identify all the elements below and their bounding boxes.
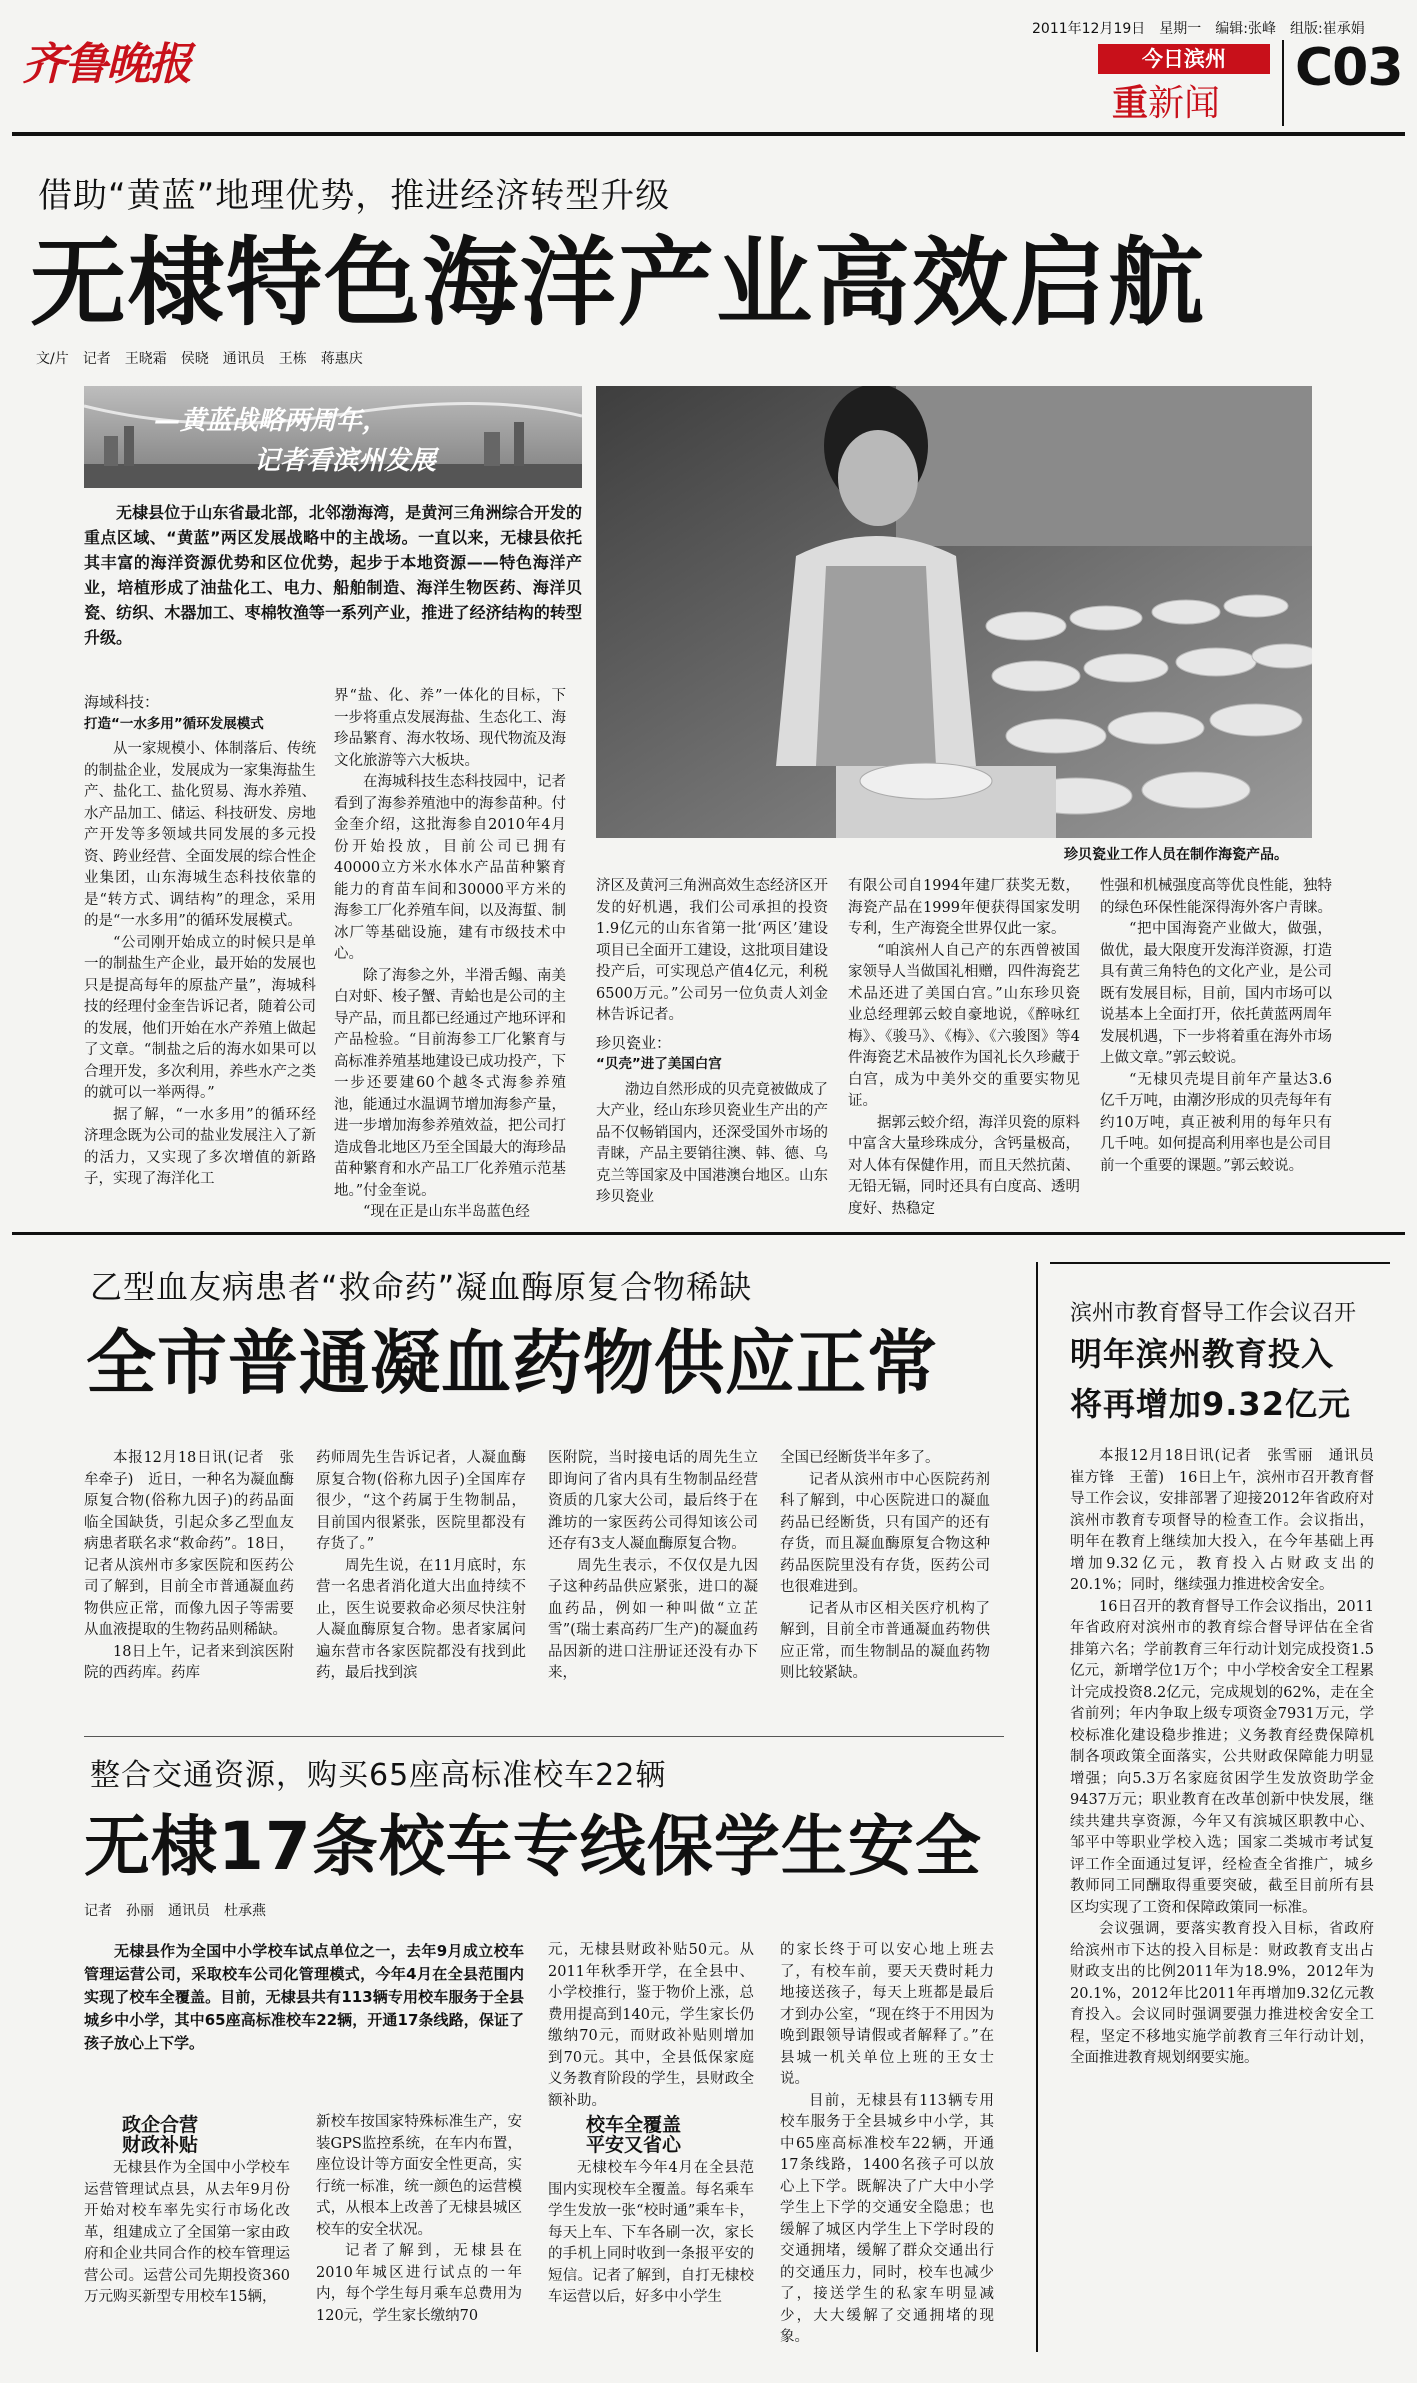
story1-col2 xyxy=(334,686,566,1224)
story4-c3: 元，无棣县财政补贴50元。从2011年秋季开学，在全县中、小学校推行，鉴于物价上涨，总费用提高到140元，学生家长仍缴纳70元，而财政补贴则增加到70元。其中，全县低保家庭义务教育阶段的学生，县财政全额补助。 xyxy=(548,1942,754,2109)
story2-c2p2: 周先生说，在11月底时，东营一名患者消化道大出血持续不止，医生说要救命必须尽快注射人凝血酶原复合物。患者家属问遍东营市各家医院都没有找到此药，最后找到滨 xyxy=(316,1557,526,1681)
story4-sub2: 校车全覆盖 xyxy=(586,2114,682,2136)
story1-c3p1: 济区及黄河三角洲高效生态经济区开发的好机遇，我们公司承担的投资1.9亿元的山东省第一批‘两区’建设项目已全面开工建设，这批项目建设投产后，可实现总产值4亿元，利税6500万元。”公司另一位负责人刘金林告诉记者。 xyxy=(596,878,828,1023)
banner-line2: 记者看滨州发展 xyxy=(254,446,437,476)
story1-col5 xyxy=(1100,876,1332,1177)
story1-c1p1: 从一家规模小、体制落后、传统的制盐企业，发展成为一家集海盐生产、盐化工、盐化贸易、海水养殖、水产品加工、储运、科技研发、房地产开发等多领域共同发展的多元投资、跨业经营、全面发展的综合性企业集团，山东海城生态科技依靠的是“转方式、调结构”的理念，采用的是“一水多用”的循环发展模式。 xyxy=(84,741,316,929)
story1-c1p3: 据了解，“一水多用”的循环经济理念既为公司的盐业发展注入了新的活力，又实现了多次增值的新路子，实现了海洋化工 xyxy=(84,1106,316,1187)
masthead-logo: 齐鲁晚报 xyxy=(22,39,190,90)
story4-lead-text: 无棣县作为全国中小学校车试点单位之一，去年9月成立校车管理运营公司，采取校车公司化管理模式，今年4月在全县范围内实现了校车全覆盖。目前，无棣县共有113辆专用校车服务于全县城乡中小学，其中65座高标准校车22辆，开通17条线路，保证了孩子放心上下学。 xyxy=(84,1942,524,2052)
story4-col1 xyxy=(84,2112,290,2309)
story1-c1p2: “公司刚开始成立的时候只是单一的制盐生产企业，最开始的发展也只是提高每年的原盐产量”，海城科技的经理付金奎告诉记者，随着公司的发展，他们开始在水产养殖上做起了文章。“制盐之后的海水如果可以合理开发，多次利用，养些水产之类的就可以一举两得。” xyxy=(84,934,316,1101)
story1-c4p2: “咱滨州人自己产的东西曾被国家领导人当做国礼相赠，四件海瓷艺术品还进了美国白宫。”山东珍贝瓷业总经理郭云蛟自豪地说，《醉咏红梅》、《骏马》、《梅》、《六骏图》等4件海瓷艺术品被作为国礼长久珍藏于白宫，成为中美外交的重要实物见证。 xyxy=(848,942,1080,1109)
story3-p2: 16日召开的教育督导工作会议指出，2011年省政府对滨州市的教育综合督导评估在全省排第六名；学前教育三年行动计划完成投资1.5亿元，新增学位1万个；中小学校舍安全工程累计完成投资8.2亿元，完成规划的62%，走在全省前列；年内争取上级专项资金7931万元，学校标准化建设稳步推进；义务教育经费保障机制各项政策全面落实，公共财政保障能力明显增强；向5.3万名家庭贫困学生发放资助学金9437万元；职业教育在改革创新中快发展，继续共建共享资源，今年又有滨城区职教中心、邹平中等职业学校入选；国家二类城市考试复评工作全面通过复评，经检查全省推广，城乡教师同工同酬取得重要突破，截至目前所有县区均实现了工资和保障政策同一标准。 xyxy=(1070,1598,1374,1916)
story1-banner xyxy=(84,386,582,488)
story1-col1 xyxy=(84,686,316,1191)
section-label-red: 重 xyxy=(1112,83,1149,124)
masthead-meta: 2011年12月19日 星期一 编辑:张峰 组版:崔承娟 xyxy=(1032,21,1365,37)
story1-c5p1: 性强和机械强度高等优良性能，独特的绿色环保性能深得海外客户青睐。 xyxy=(1100,878,1332,916)
story4-c1: 无棣县作为全国中小学校车运营管理试点县，从去年9月份开始对校车率先实行市场化改革，组建成立了全国第一家由政府和企业共同合作的校车管理运营公司。运营公司先期投资360万元购买新型专用校车15辆， xyxy=(84,2160,290,2305)
story4-headline: 无棣17条校车专线保学生安全 xyxy=(84,1808,982,1885)
story4-c2p2: 记者了解到，无棣县在2010年城区进行试点的一年内，每个学生每月乘车总费用为120元，学生家长缴纳70 xyxy=(316,2243,522,2324)
story2-col3 xyxy=(548,1448,758,1685)
story2-col2 xyxy=(316,1448,526,1685)
story1-sub2: 珍贝瓷业： xyxy=(596,1033,672,1052)
story2-c4: 全国已经断货半年多了。 xyxy=(780,1450,940,1466)
section-label-news: 新闻 xyxy=(1148,83,1221,124)
section-label xyxy=(1112,84,1220,124)
story1-sub2b: “贝壳”进了美国白宫 xyxy=(596,1056,722,1072)
photo-caption: 珍贝瓷业工作人员在制作海瓷产品。 xyxy=(1064,847,1288,863)
story3-p1: 本报12月18日讯(记者 张雪丽 通讯员 崔方锋 王蕾) 16日上午，滨州市召开教育督导工作会议，安排部署了迎接2012年省政府对滨州市教育专项督导的检查工作。会议指出，明年在教育上继续加大投入，在今年基础上再增加9.32亿元，教育投入占财政支出的20.1%；同时，继续强力推进校舍安全。 xyxy=(1070,1448,1389,1593)
story4-sub1b: 财政补贴 xyxy=(122,2134,199,2156)
story1-sub1b: 打造“一水多用”循环发展模式 xyxy=(84,715,264,732)
banner-line1: —黄蓝战略两周年， xyxy=(154,406,389,436)
story1-headline: 无棣特色海洋产业高效启航 xyxy=(30,227,1206,339)
story1-c2p3: 除了海参之外，半滑舌鳎、南美白对虾、梭子蟹、青蛤也是公司的主导产品，而且都已经通过产地环评和产品检验。“目前海参工厂化繁育与高标准养殖基地建设已成功投产，下一步还要建60个越冬式海参养殖池，能通过水温调节增加海参产量，进一步增加海参养殖效益，把公司打造成鲁北地区乃至全国最大的海珍品苗种繁育和水产品工厂化养殖示范基地。”付金奎说。 xyxy=(334,967,566,1199)
story2-c3: 医附院，当时接电话的周先生立即询问了省内具有生物制品经营资质的几家大公司，最后终于在潍坊的一家医药公司得知该公司还存有3支人凝血酶原复合物。 xyxy=(548,1450,758,1552)
story4-c2: 新校车按国家特殊标准生产，安装GPS监控系统，在车内布置，座位设计等方面安全性更高，实行统一标准，统一颜色的运营模式，从根本上改善了无棣县城区校车的安全状况。 xyxy=(316,2114,522,2238)
story1-lead-text: 无棣县位于山东省最北部，北邻渤海湾，是黄河三角洲综合开发的重点区域、“黄蓝”两区发展战略中的主战场。一直以来，无棣县依托其丰富的海洋资源优势和区位优势，起步于本地资源——特色海洋产业，培植形成了油盐化工、电力、船舶制造、海洋生物医药、海洋贝瓷、纺织、木器加工、枣棉牧渔等一系列产业，推进了经济结构的转型升级。 xyxy=(84,503,582,647)
story1-kicker: 借助“黄蓝”地理优势，推进经济转型升级 xyxy=(38,176,671,216)
story1-c2p4: “现在正是山东半岛蓝色经 xyxy=(363,1204,530,1220)
story4-lead xyxy=(84,1940,524,2055)
story4-col3 xyxy=(548,1940,754,2309)
story1-sub1: 海域科技： xyxy=(84,693,160,711)
page-number: C03 xyxy=(1295,38,1403,98)
story2-headline: 全市普通凝血药物供应正常 xyxy=(86,1322,938,1404)
story1-col3 xyxy=(596,876,828,1209)
story2-col1 xyxy=(84,1448,294,1685)
story1-photo xyxy=(596,386,1312,838)
story3-headline1: 明年滨州教育投入 xyxy=(1070,1335,1335,1373)
story3-kicker: 滨州市教育督导工作会议召开 xyxy=(1070,1301,1357,1326)
story1-c4p1: 有限公司自1994年建厂获奖无数，海瓷产品在1999年便获得国家发明专利，生产海瓷全世界仅此一家。 xyxy=(848,878,1080,937)
story1-c3p2: 渤边自然形成的贝壳竟被做成了大产业，经山东珍贝瓷业生产出的产品不仅畅销国内，还深受国外市场的青睐，产品主要销往澳、韩、德、乌克兰等国家及中国港澳台地区。山东珍贝瓷业 xyxy=(596,1081,828,1205)
story4-col2 xyxy=(316,2112,522,2327)
story1-col4 xyxy=(848,876,1080,1220)
story4-col4 xyxy=(780,1940,994,2349)
story2-c4p2: 记者从滨州市中心医院药剂科了解到，中心医院进口的凝血药品已经断货，只有国产的还有存货，而且凝血酶原复合物这种药品医院里没有存货，医药公司也很难进到。 xyxy=(780,1471,990,1595)
story3-body xyxy=(1070,1446,1389,2070)
section-tag: 今日滨州 xyxy=(1098,44,1270,74)
story1-c4p3: 据郭云蛟介绍，海洋贝瓷的原料中富含大量珍珠成分，含钙量极高，对人体有保健作用，而且天然抗菌、无铅无镉，同时还具有白度高、透明度好、热稳定 xyxy=(848,1114,1080,1217)
story1-c2p1: 界“盐、化、养”一体化的目标，下一步将重点发展海盐、生态化工、海珍品繁育、海水牧场、现代物流及海文化旅游等六大板块。 xyxy=(334,688,566,769)
story1-c5p3: “无棣贝壳堤目前年产量达3.6亿千万吨，由潮汐形成的贝壳每年有约10万吨，真正被利用的每年只有几千吨。如何提高利用率也是公司目前一个重要的课题。”郭云蛟说。 xyxy=(1100,1071,1332,1174)
story4-kicker: 整合交通资源，购买65座高标准校车22辆 xyxy=(90,1758,667,1793)
story2-c2: 药师周先生告诉记者，人凝血酶原复合物(俗称九因子)全国库存很少，“这个药属于生物制品，目前国内很紧张，医院里都没有存货了。” xyxy=(316,1450,526,1552)
story4-c4p2: 目前，无棣县有113辆专用校车服务于全县城乡中小学，其中65座高标准校车22辆，开通17条线路，1400名孩子可以放心上下学。既解决了广大中小学学生上下学的交通安全隐患；也缓解了城区内学生上下学时段的交通拥堵，缓解了群众交通出行的交通压力，同时，校车也减少了，接送学生的私家车明显减少，大大缓解了交通拥堵的现象。 xyxy=(780,2092,994,2345)
story2-col4 xyxy=(780,1448,990,1685)
story1-lead xyxy=(84,500,582,650)
story1-byline: 文/片 记者 王晓霜 侯晓 通讯员 王栋 蒋惠庆 xyxy=(36,351,363,367)
story4-sub1: 政企合营 xyxy=(122,2114,199,2136)
story4-c4: 的家长终于可以安心地上班去了，有校车前，要天天费时耗力地接送孩子，每天上班都是最后才到办公室，“现在终于不用因为晚到跟领导请假或者解释了。”在县城一机关单位上班的王女士说。 xyxy=(780,1942,994,2087)
story2-c1p2: 18日上午，记者来到滨医附院的西药库。药库 xyxy=(84,1643,294,1681)
story4-byline: 记者 孙丽 通讯员 杜承燕 xyxy=(84,1903,266,1919)
story2-kicker: 乙型血友病患者“救命药”凝血酶原复合物稀缺 xyxy=(90,1268,753,1306)
story3-headline2: 将再增加9.32亿元 xyxy=(1070,1385,1351,1423)
story4-sub2b: 平安又省心 xyxy=(586,2134,682,2156)
story1-c2p2: 在海城科技生态科技园中，记者看到了海参养殖池中的海参苗种。付金奎介绍，这批海参自2010年4月份开始投放，目前公司已拥有40000立方米水体水产品苗种繁育能力的育苗车间和30000平方米的海参工厂化养殖车间，以及海蜇、制冰厂等基础设施，建有市级技术中心。 xyxy=(334,774,566,962)
story2-c1: 本报12月18日讯(记者 张牟牵子) 近日，一种名为凝血酶原复合物(俗称九因子)的药品面临全国缺货，引起众多乙型血友病患者联名求“救命药”。18日，记者从滨州市多家医院和医药公司了解到，目前全市普通凝血药物供应正常，而像九因子等需要从血液提取的生物药品则稀缺。 xyxy=(84,1450,294,1638)
story2-c3p2: 周先生表示，不仅仅是九因子这种药品供应紧张，进口的凝血药品，例如一种叫做“立芷雪”(瑞士素高药厂生产)的凝血药品因新的进口注册证还没有办下来， xyxy=(548,1557,758,1681)
story3-p3: 会议强调，要落实教育投入目标，省政府给滨州市下达的投入目标是：财政教育支出占财政支出的比例2011年为18.9%，2012年为20.1%，2012年比2011年再增加9.32亿元教育投入。会议同时强调要强力推进校舍安全工程，坚定不移地实施学前教育三年行动计划，全面推进教育规划纲要实施。 xyxy=(1070,1921,1374,2066)
story1-c5p2: “把中国海瓷产业做大，做强，做优，最大限度开发海洋资源，打造具有黄三角特色的文化产业，是公司既有发展目标，目前，国内市场可以说基本上全面打开，依托黄蓝两周年发展机遇，下一步将着重在海外市场上做文章。”郭云蛟说。 xyxy=(1100,921,1332,1066)
story4-c3p2: 无棣校车今年4月在全县范围内实现校车全覆盖。每名乘车学生发放一张“校时通”乘车卡，每天上车、下车各刷一次，家长的手机上同时收到一条报平安的短信。记者了解到，自打无棣校车运营以后，好多中小学生 xyxy=(548,2160,754,2305)
story2-c4p3: 记者从市区相关医疗机构了解到，目前全市普通凝血药物供应正常，而生物制品的凝血药物则比较紧缺。 xyxy=(780,1600,990,1681)
